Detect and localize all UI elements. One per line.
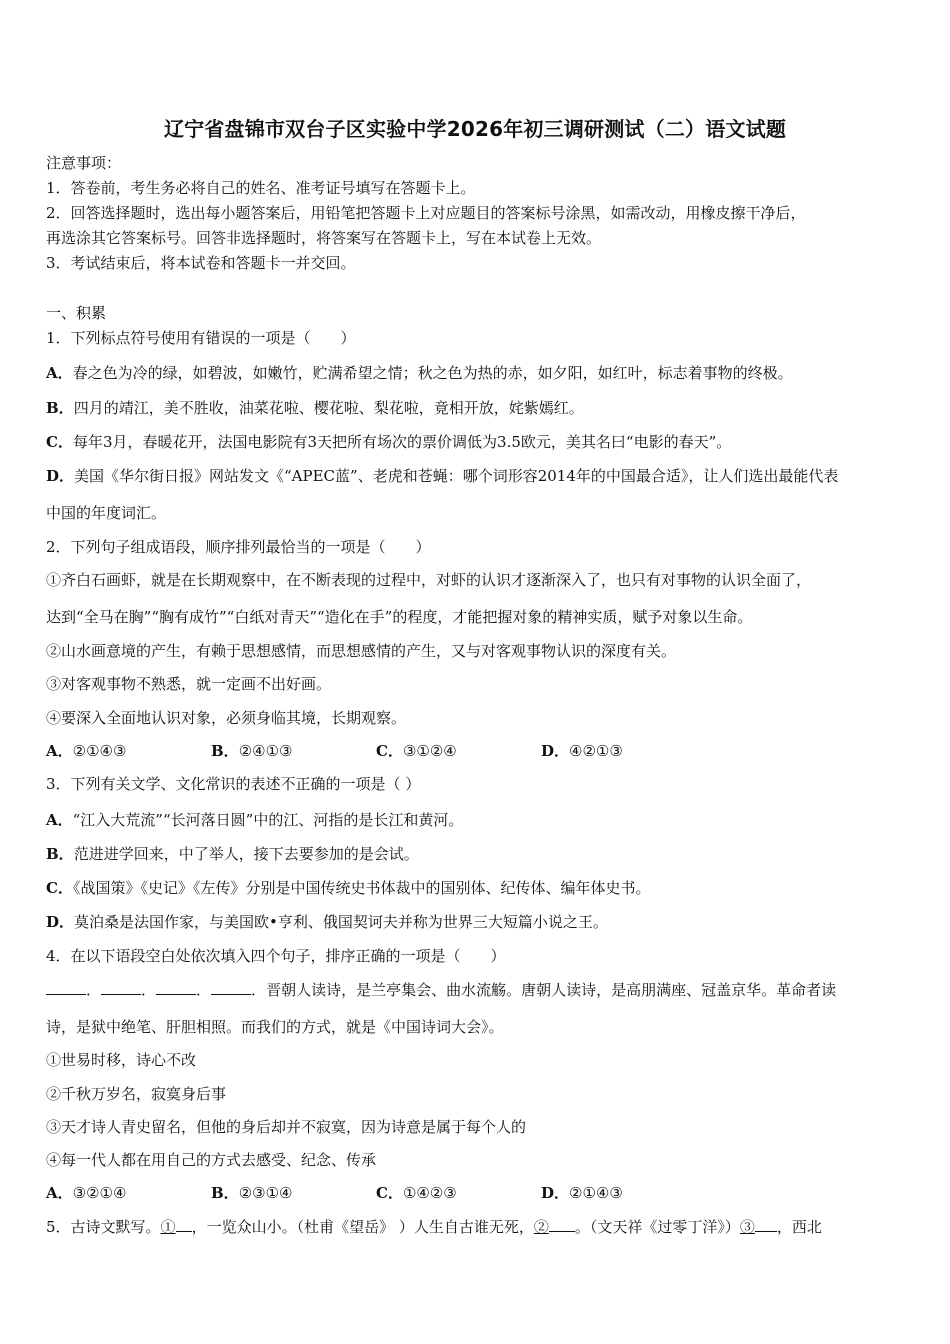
answer-blank xyxy=(156,980,196,995)
q2-sentence-3: ③对客观事物不熟悉，就一定画不出好画。 xyxy=(46,675,332,693)
answer-blank xyxy=(755,1217,777,1232)
q3-option-c xyxy=(46,877,650,898)
question-5-stem xyxy=(46,1216,822,1237)
question-text: ，一览众山小。（杜甫《望岳》 ）人生自古谁无死， xyxy=(191,1218,534,1236)
option-text: ②③①④ xyxy=(238,1184,293,1202)
option-text: “江入大荒流”“长河落日圆”中的江、河指的是长江和黄河。 xyxy=(72,811,464,829)
option-text: ③①②④ xyxy=(402,742,457,760)
q4-option-c xyxy=(376,1182,457,1203)
option-label: D． xyxy=(46,467,75,485)
q2-sentence-1-continued: 达到“全马在胸”“胸有成竹”“白纸对青天”“造化在手”的程度，才能把握对象的精神实质，赋予对象以生命。 xyxy=(46,608,753,626)
blank-separator: ． xyxy=(196,981,212,999)
q2-sentence-1: ①齐白石画虾，就是在长期观察中，在不断表现的过程中，对虾的认识才逐渐深入了，也只有对事物的认识全面了， xyxy=(46,571,812,589)
q3-option-d xyxy=(46,911,608,932)
question-text: 古诗文默写。 xyxy=(70,1218,161,1236)
q2-sentence-2: ②山水画意境的产生，有赖于思想感情，而思想感情的产生，又与对客观事物认识的深度有关。 xyxy=(46,642,677,660)
answer-blank xyxy=(549,1217,575,1232)
blank-separator: ． xyxy=(251,981,267,999)
option-text: 美国《华尔街日报》网站发文《“APEC蓝”、老虎和苍蝇：哪个词形容2014年的中国最合适》，让人们选出最能代表 xyxy=(74,467,839,485)
notice-item: 1．答卷前，考生务必将自己的姓名、准考证号填写在答题卡上。 xyxy=(46,179,476,197)
q1-option-a xyxy=(46,362,793,383)
question-1-stem: 1．下列标点符号使用有错误的一项是（ ） xyxy=(46,329,356,347)
q1-option-c xyxy=(46,431,731,452)
section-heading: 一、积累 xyxy=(46,304,107,322)
option-text: ②①④③ xyxy=(569,1184,623,1202)
answer-blank-3: ③ xyxy=(739,1218,755,1236)
q2-option-d xyxy=(541,740,623,761)
option-text: ②①④③ xyxy=(72,742,127,760)
notice-item: 3．考试结束后，将本试卷和答题卡一并交回。 xyxy=(46,254,356,272)
q1-option-b xyxy=(46,397,584,418)
question-text: 。（文天祥《过零丁洋》） xyxy=(574,1218,740,1236)
q2-option-a xyxy=(46,740,126,761)
answer-blank xyxy=(211,980,251,995)
answer-blank xyxy=(101,980,141,995)
question-2-stem: 2．下列句子组成语段，顺序排列最恰当的一项是（ ） xyxy=(46,538,431,556)
option-text: ④②①③ xyxy=(569,742,623,760)
option-label: D． xyxy=(46,913,75,931)
option-text: 每年3月，春暖花开，法国电影院有3天把所有场次的票价调低为3.5欧元，美其名曰“电影的春天”。 xyxy=(72,433,732,451)
option-label: A． xyxy=(46,811,73,829)
q2-sentence-4: ④要深入全面地认识对象，必须身临其境，长期观察。 xyxy=(46,709,407,727)
option-text: 范进进学回来，中了举人，接下去要参加的是会试。 xyxy=(73,845,419,863)
answer-blank-2: ② xyxy=(533,1218,549,1236)
q4-option-a xyxy=(46,1182,126,1203)
option-text: 春之色为冷的绿，如碧波，如嫩竹，贮满希望之情；秋之色为热的赤，如夕阳，如红叶，标志着事物的终极。 xyxy=(72,364,793,382)
q4-option-d xyxy=(541,1182,623,1203)
answer-blank xyxy=(176,1217,192,1232)
option-text: 四月的靖江，美不胜收，油菜花啦、樱花啦、梨花啦，竟相开放，姹紫嫣红。 xyxy=(73,399,584,417)
page-title: 辽宁省盘锦市双台子区实验中学2026年初三调研测试（二）语文试题 xyxy=(163,117,787,141)
option-label: A． xyxy=(46,742,73,760)
answer-blank-1: ① xyxy=(160,1218,176,1236)
q2-option-b xyxy=(211,740,292,761)
q4-sentence-3: ③天才诗人青史留名，但他的身后却并不寂寞，因为诗意是属于每个人的 xyxy=(46,1118,527,1136)
notice-item: 2．回答选择题时，选出每小题答案后，用铅笔把答题卡上对应题目的答案标号涂黑，如需改动，用橡皮擦干净后， xyxy=(46,204,806,222)
option-label: C． xyxy=(46,433,73,451)
q4-sentence-1: ①世易时移，诗心不改 xyxy=(46,1051,197,1069)
option-label: B． xyxy=(46,399,74,417)
option-label: A． xyxy=(46,1184,73,1202)
option-label: B． xyxy=(211,1184,239,1202)
passage-text: 晋朝人读诗，是兰亭集会、曲水流觞。唐朝人读诗，是高朋满座、冠盖京华。革命者读 xyxy=(266,981,837,999)
option-text: ③②①④ xyxy=(72,1184,127,1202)
option-label: D． xyxy=(541,1184,570,1202)
q1-option-d xyxy=(46,465,838,486)
option-text: 《战国策》《史记》《左传》分别是中国传统史书体裁中的国别体、纪传体、编年体史书。 xyxy=(72,879,651,897)
notice-heading: 注意事项： xyxy=(46,154,122,172)
option-label: C． xyxy=(376,742,403,760)
q4-sentence-2: ②千秋万岁名，寂寞身后事 xyxy=(46,1085,227,1103)
option-label: B． xyxy=(46,845,74,863)
blank-separator: ． xyxy=(141,981,157,999)
option-text: ②④①③ xyxy=(238,742,293,760)
q4-sentence-4: ④每一代人都在用自己的方式去感受、纪念、传承 xyxy=(46,1151,377,1169)
option-text: 莫泊桑是法国作家，与美国欧•亨利、俄国契诃夫并称为世界三大短篇小说之王。 xyxy=(74,913,608,931)
option-label: C． xyxy=(46,879,73,897)
question-number: 5． xyxy=(46,1218,71,1236)
option-label: A． xyxy=(46,364,73,382)
q1-option-d-continued: 中国的年度词汇。 xyxy=(46,504,167,522)
question-3-stem: 3．下列有关文学、文化常识的表述不正确的一项是（ ） xyxy=(46,775,421,793)
q4-option-b xyxy=(211,1182,292,1203)
q3-option-a xyxy=(46,809,463,830)
q2-option-c xyxy=(376,740,457,761)
blank-separator: ． xyxy=(86,981,102,999)
option-label: C． xyxy=(376,1184,403,1202)
q3-option-b xyxy=(46,843,419,864)
question-text: ，西北 xyxy=(776,1218,822,1236)
option-label: D． xyxy=(541,742,570,760)
question-4-stem: 4．在以下语段空白处依次填入四个句子，排序正确的一项是（ ） xyxy=(46,947,506,965)
notice-item: 再选涂其它答案标号。回答非选择题时，将答案写在答题卡上，写在本试卷上无效。 xyxy=(46,229,602,247)
option-text: ①④②③ xyxy=(402,1184,457,1202)
option-label: B． xyxy=(211,742,239,760)
answer-blank xyxy=(46,980,86,995)
q4-passage-line-1 xyxy=(46,979,836,1000)
q4-passage-line-2: 诗，是狱中绝笔、肝胆相照。而我们的方式，就是《中国诗词大会》。 xyxy=(46,1018,504,1036)
